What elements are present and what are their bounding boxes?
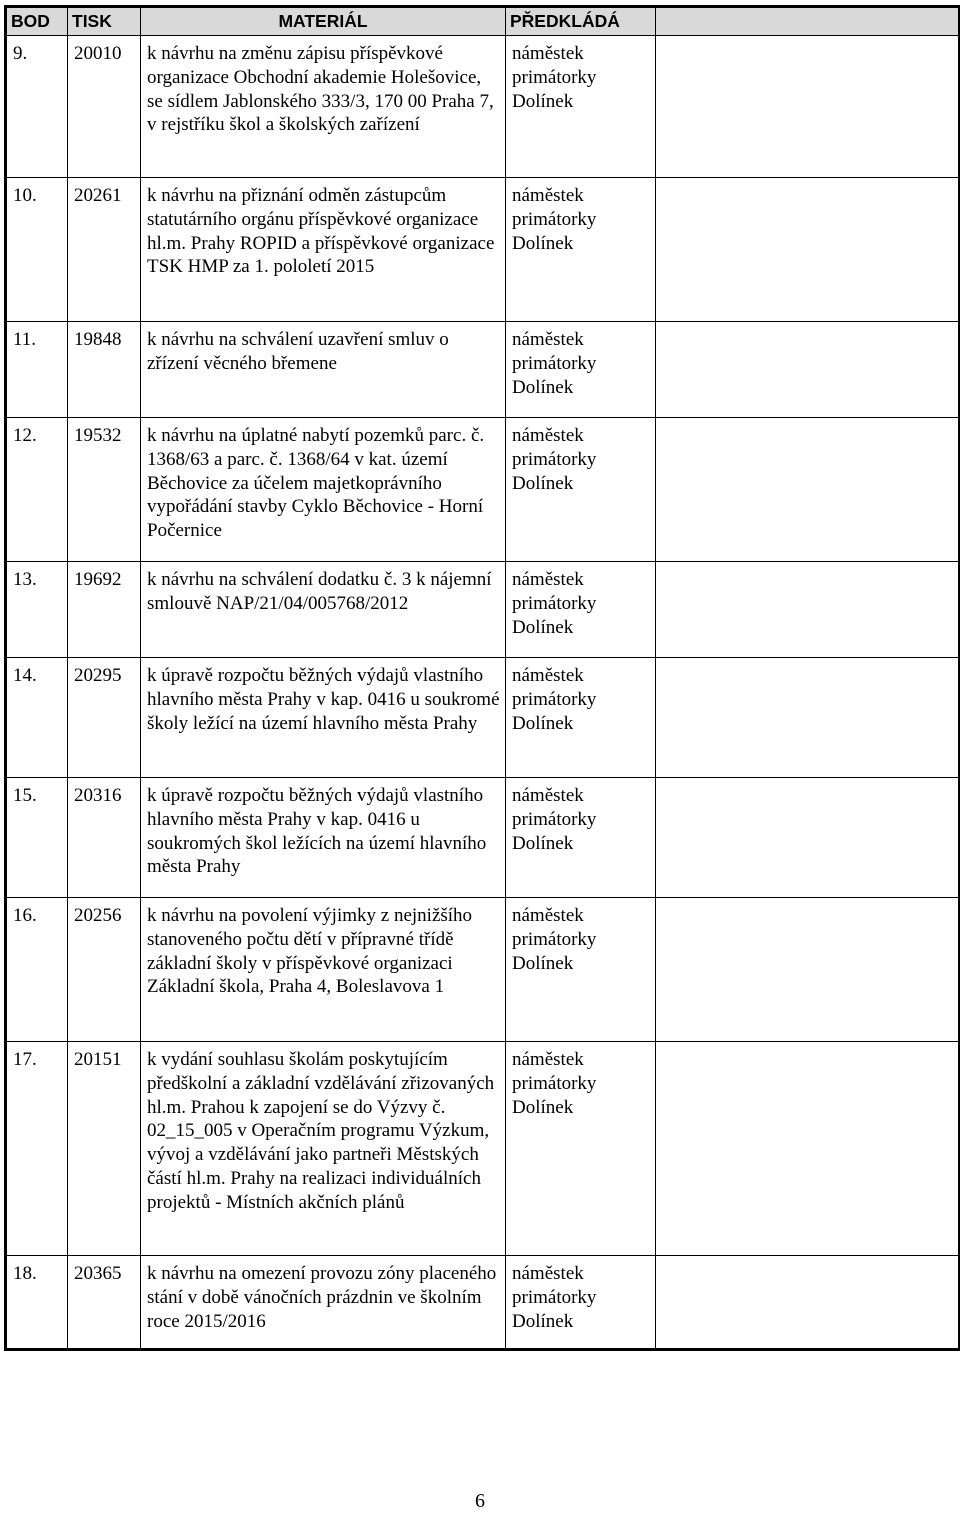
predklada-line: primátorky	[512, 688, 597, 710]
row-bod: 10.	[6, 178, 68, 322]
predklada-line: Dolínek	[512, 616, 574, 638]
table-row	[6, 36, 960, 178]
predklada-line: primátorky	[512, 448, 597, 470]
agenda-table	[4, 5, 960, 1351]
predklada-line: náměstek	[512, 569, 584, 590]
predklada-line: primátorky	[512, 928, 597, 950]
predklada-line: náměstek	[512, 905, 584, 926]
predklada-line: Dolínek	[512, 472, 574, 494]
row-tisk: 19532	[68, 418, 141, 562]
row-material: k úpravě rozpočtu běžných výdajů vlastního hlavního města Prahy v kap. 0416 u soukromé školy ležící na území hlavního města Prahy	[141, 658, 506, 778]
row-predklada	[506, 562, 656, 658]
agenda-body	[6, 36, 960, 1350]
row-predklada	[506, 778, 656, 898]
row-material: k návrhu na schválení uzavření smluv o zřízení věcného břemene	[141, 322, 506, 418]
predklada-line: náměstek	[512, 665, 584, 686]
row-tisk: 20261	[68, 178, 141, 322]
predklada-line: náměstek	[512, 425, 584, 446]
predklada-line: náměstek	[512, 785, 584, 806]
predklada-line: Dolínek	[512, 832, 574, 854]
row-bod: 9.	[6, 36, 68, 178]
row-predklada	[506, 322, 656, 418]
row-bod: 15.	[6, 778, 68, 898]
row-material: k úpravě rozpočtu běžných výdajů vlastního hlavního města Prahy v kap. 0416 u soukromých škol ležících na území hlavního města Prahy	[141, 778, 506, 898]
row-empty-cell	[656, 778, 960, 898]
row-empty-cell	[656, 898, 960, 1042]
predklada-line: Dolínek	[512, 1310, 574, 1332]
table-row	[6, 1042, 960, 1256]
row-bod: 18.	[6, 1256, 68, 1350]
table-row	[6, 322, 960, 418]
table-header-row	[6, 7, 960, 36]
row-material: k návrhu na omezení provozu zóny placeného stání v době vánočních prázdnin ve školním roce 2015/2016	[141, 1256, 506, 1350]
table-row	[6, 562, 960, 658]
row-empty-cell	[656, 1042, 960, 1256]
predklada-line: primátorky	[512, 1286, 597, 1308]
page-number: 6	[475, 1490, 485, 1512]
predklada-line: náměstek	[512, 185, 584, 206]
header-empty	[656, 7, 960, 36]
row-predklada	[506, 178, 656, 322]
row-tisk: 20010	[68, 36, 141, 178]
row-tisk: 19848	[68, 322, 141, 418]
table-row	[6, 658, 960, 778]
predklada-line: náměstek	[512, 1049, 584, 1070]
row-predklada	[506, 418, 656, 562]
row-tisk: 20316	[68, 778, 141, 898]
predklada-line: náměstek	[512, 43, 584, 64]
row-empty-cell	[656, 36, 960, 178]
row-bod: 14.	[6, 658, 68, 778]
row-bod: 13.	[6, 562, 68, 658]
row-bod: 17.	[6, 1042, 68, 1256]
predklada-line: Dolínek	[512, 90, 574, 112]
predklada-line: primátorky	[512, 66, 597, 88]
row-empty-cell	[656, 178, 960, 322]
predklada-line: Dolínek	[512, 376, 574, 398]
predklada-line: primátorky	[512, 1072, 597, 1094]
header-material: MATERIÁL	[141, 7, 506, 36]
row-tisk: 20365	[68, 1256, 141, 1350]
row-tisk: 20256	[68, 898, 141, 1042]
table-row	[6, 1256, 960, 1350]
predklada-line: Dolínek	[512, 952, 574, 974]
table-row	[6, 898, 960, 1042]
predklada-line: Dolínek	[512, 712, 574, 734]
table-row	[6, 418, 960, 562]
predklada-line: primátorky	[512, 592, 597, 614]
header-tisk: TISK	[68, 7, 141, 36]
predklada-line: náměstek	[512, 1263, 584, 1284]
row-empty-cell	[656, 658, 960, 778]
row-predklada	[506, 1256, 656, 1350]
row-empty-cell	[656, 562, 960, 658]
row-predklada	[506, 1042, 656, 1256]
predklada-line: primátorky	[512, 352, 597, 374]
predklada-line: primátorky	[512, 208, 597, 230]
row-bod: 16.	[6, 898, 68, 1042]
row-predklada	[506, 898, 656, 1042]
row-material: k návrhu na schválení dodatku č. 3 k nájemní smlouvě NAP/21/04/005768/2012	[141, 562, 506, 658]
row-material: k návrhu na povolení výjimky z nejnižšího stanoveného počtu dětí v přípravné třídě základní školy v příspěvkové organizaci Základní škola, Praha 4, Boleslavova 1	[141, 898, 506, 1042]
row-tisk: 20295	[68, 658, 141, 778]
table-row	[6, 178, 960, 322]
row-material: k vydání souhlasu školám poskytujícím předškolní a základní vzdělávání zřizovaných hl.m. Prahou k zapojení se do Výzvy č. 02_15_005 v Operačním programu Výzkum, vývoj a vzdělávání jako partneři Městských částí hl.m. Prahy na realizaci individuálních projektů - Místních akčních plánů	[141, 1042, 506, 1256]
predklada-line: Dolínek	[512, 232, 574, 254]
row-material: k návrhu na změnu zápisu příspěvkové organizace Obchodní akademie Holešovice, se sídlem Jablonského 333/3, 170 00 Praha 7, v rejstříku škol a školských zařízení	[141, 36, 506, 178]
row-bod: 11.	[6, 322, 68, 418]
row-empty-cell	[656, 322, 960, 418]
row-predklada	[506, 658, 656, 778]
row-material: k návrhu na úplatné nabytí pozemků parc. č. 1368/63 a parc. č. 1368/64 v kat. území Běchovice za účelem majetkoprávního vypořádání stavby Cyklo Běchovice - Horní Počernice	[141, 418, 506, 562]
row-empty-cell	[656, 1256, 960, 1350]
header-predklada: PŘEDKLÁDÁ	[506, 7, 656, 36]
header-bod: BOD	[6, 7, 68, 36]
predklada-line: náměstek	[512, 329, 584, 350]
row-tisk: 20151	[68, 1042, 141, 1256]
row-bod: 12.	[6, 418, 68, 562]
row-material: k návrhu na přiznání odměn zástupcům statutárního orgánu příspěvkové organizace hl.m. Prahy ROPID a příspěvkové organizace TSK HMP za 1. pololetí 2015	[141, 178, 506, 322]
row-empty-cell	[656, 418, 960, 562]
predklada-line: Dolínek	[512, 1096, 574, 1118]
row-predklada	[506, 36, 656, 178]
table-row	[6, 778, 960, 898]
predklada-line: primátorky	[512, 808, 597, 830]
row-tisk: 19692	[68, 562, 141, 658]
